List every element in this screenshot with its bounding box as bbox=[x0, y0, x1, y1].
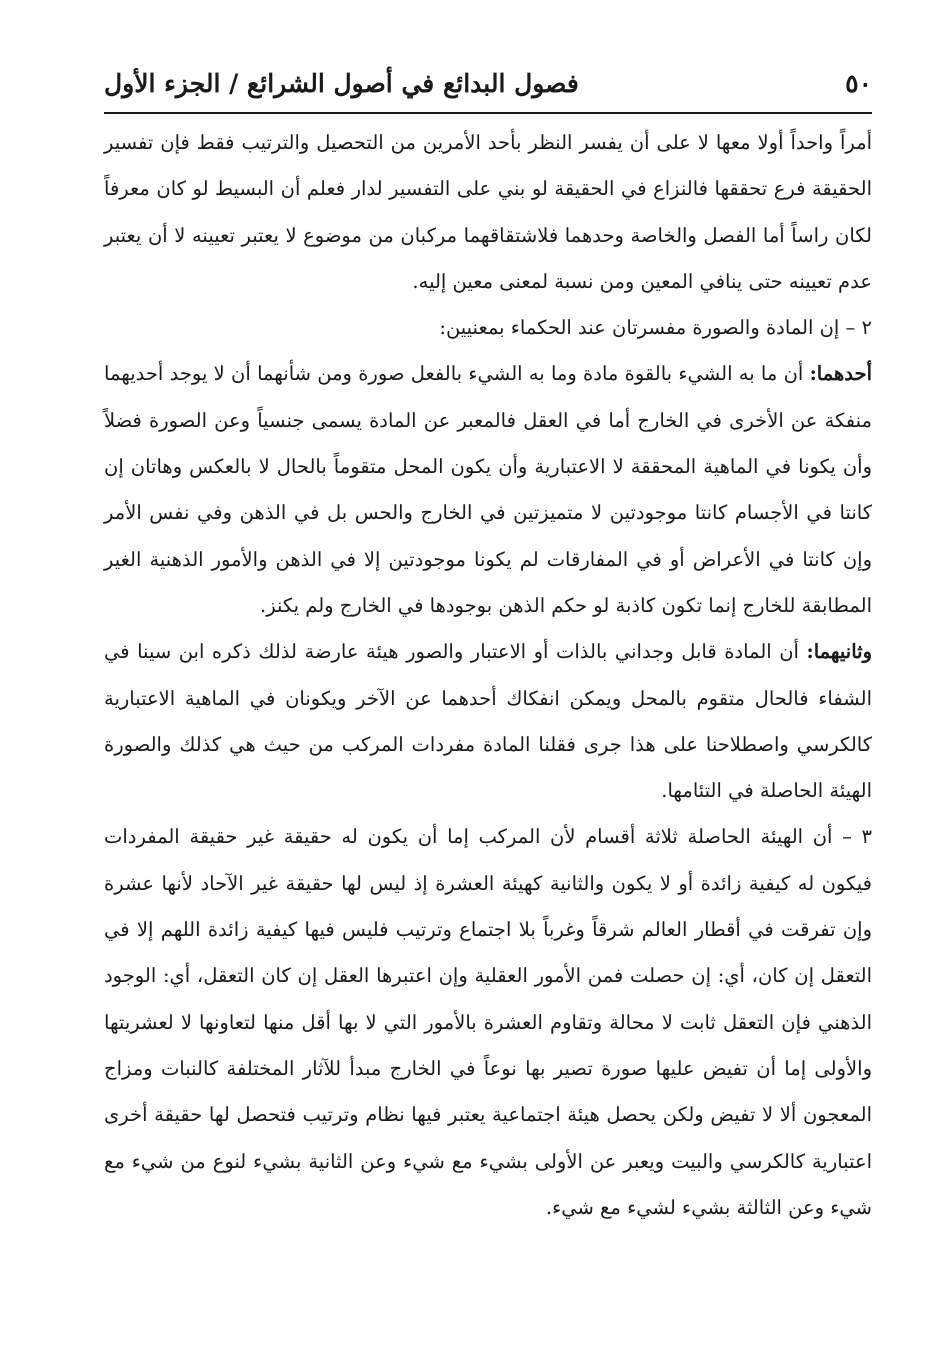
paragraph-text: ٢ – إن المادة والصورة مفسرتان عند الحكماء بمعنيين: bbox=[439, 316, 872, 340]
paragraph bbox=[104, 351, 872, 629]
paragraph-text: أن ما به الشيء بالقوة مادة وما به الشيء بالفعل صورة ومن شأنهما أن لا يوجد أحديهما منفكة عن الأخرى في الخارج أما في العقل فالمعبر عن المادة يسمى جنسياً وعن الصورة فضلاً وأن يكونا في الماهية المحققة لا الاعتبارية وأن يكون المحل متقوماً بالحال لا بالعكس وهاتان إن كانتا في الأجسام كانتا موجودتين لا متميزتين في الخارج والحس بل في الذهن وفي نفس الأمر وإن كانتا في الأعراض أو في المفارقات لم يكونا موجودتين إلا في الذهن والأمور الذهنية الغير المطابقة للخارج إنما تكون كاذبة لو حكم الذهن بوجودها في الخارج ولم يكنز. bbox=[104, 362, 872, 617]
paragraph-text: ٣ – أن الهيئة الحاصلة ثلاثة أقسام لأن المركب إما أن يكون له حقيقة غير حقيقة المفردات فيكون له كيفية زائدة أو لا يكون والثانية كهيئة العشرة إذ ليس لها حقيقة غير الآحاد لأنها عشرة وإن تفرقت في أقطار العالم شرقاً وغرباً بلا اجتماع وترتيب فليس فيها كيفية زائدة اللهم إلا في التعقل إن كان، أي: إن حصلت فمن الأمور العقلية وإن اعتبرها العقل إن كان التعقل، أي: الوجود الذهني فإن التعقل ثابت لا محالة وتقاوم العشرة بالأمور التي لا بها أقل منها لتعاونها لا لعشريتها والأولى إما أن تفيض عليها صورة تصير بها نوعاً في الخارج مبدأ للآثار المختلفة كالنبات ومزاج المعجون ألا لا تفيض ولكن يحصل هيئة اجتماعية يعتبر فيها نظام وترتيب فتحصل لها حقيقة أخرى اعتبارية كالكرسي والبيت ويعبر عن الأولى بشيء مع شيء وعن الثانية بشيء لنوع من شيء مع شيء وعن الثالثة بشيء لشيء مع شيء. bbox=[104, 825, 872, 1219]
header-rule bbox=[104, 112, 872, 114]
paragraph-text: أمراً واحداً أولا معها لا على أن يفسر النظر بأحد الأمرين من التحصيل والترتيب فقط فإن تفسير الحقيقة فرع تحققها فالنزاع في الحقيقة لو بني على التفسير لدار فعلم أن البسيط لو كان معرفاً لكان راساً أما الفصل والخاصة وحدهما فلاشتقاقهما مركبان من موضوع لا يعتبر تعيينه لا أن يعتبر عدم تعيينه حتى ينافي المعين ومن نسبة لمعنى معين إليه. bbox=[104, 131, 872, 293]
paragraph-text: أن المادة قابل وجداني بالذات أو الاعتبار والصور هيئة عارضة لذلك ذكره ابن سينا في الشفاء فالحال متقوم بالمحل ويمكن انفكاك أحدهما عن الآخر ويكونان في الماهية الاعتبارية كالكرسي واصطلاحنا على هذا جرى فقلنا المادة مفردات المركب من حيث هي كذلك والصورة الهيئة الحاصلة في التئامها. bbox=[104, 640, 872, 803]
paragraph-lead: أحدهما: bbox=[809, 362, 872, 386]
book-title: فصول البدائع في أصول الشرائع / الجزء الأول bbox=[104, 69, 579, 98]
paragraph-lead: وثانيهما: bbox=[806, 640, 872, 664]
paragraph bbox=[104, 305, 872, 351]
running-head bbox=[104, 58, 872, 110]
paragraph bbox=[104, 629, 872, 814]
paragraph bbox=[104, 814, 872, 1231]
paragraph bbox=[104, 120, 872, 305]
page-number: ٥٠ bbox=[845, 69, 872, 98]
page-body bbox=[104, 120, 872, 1231]
book-page bbox=[104, 58, 872, 1308]
